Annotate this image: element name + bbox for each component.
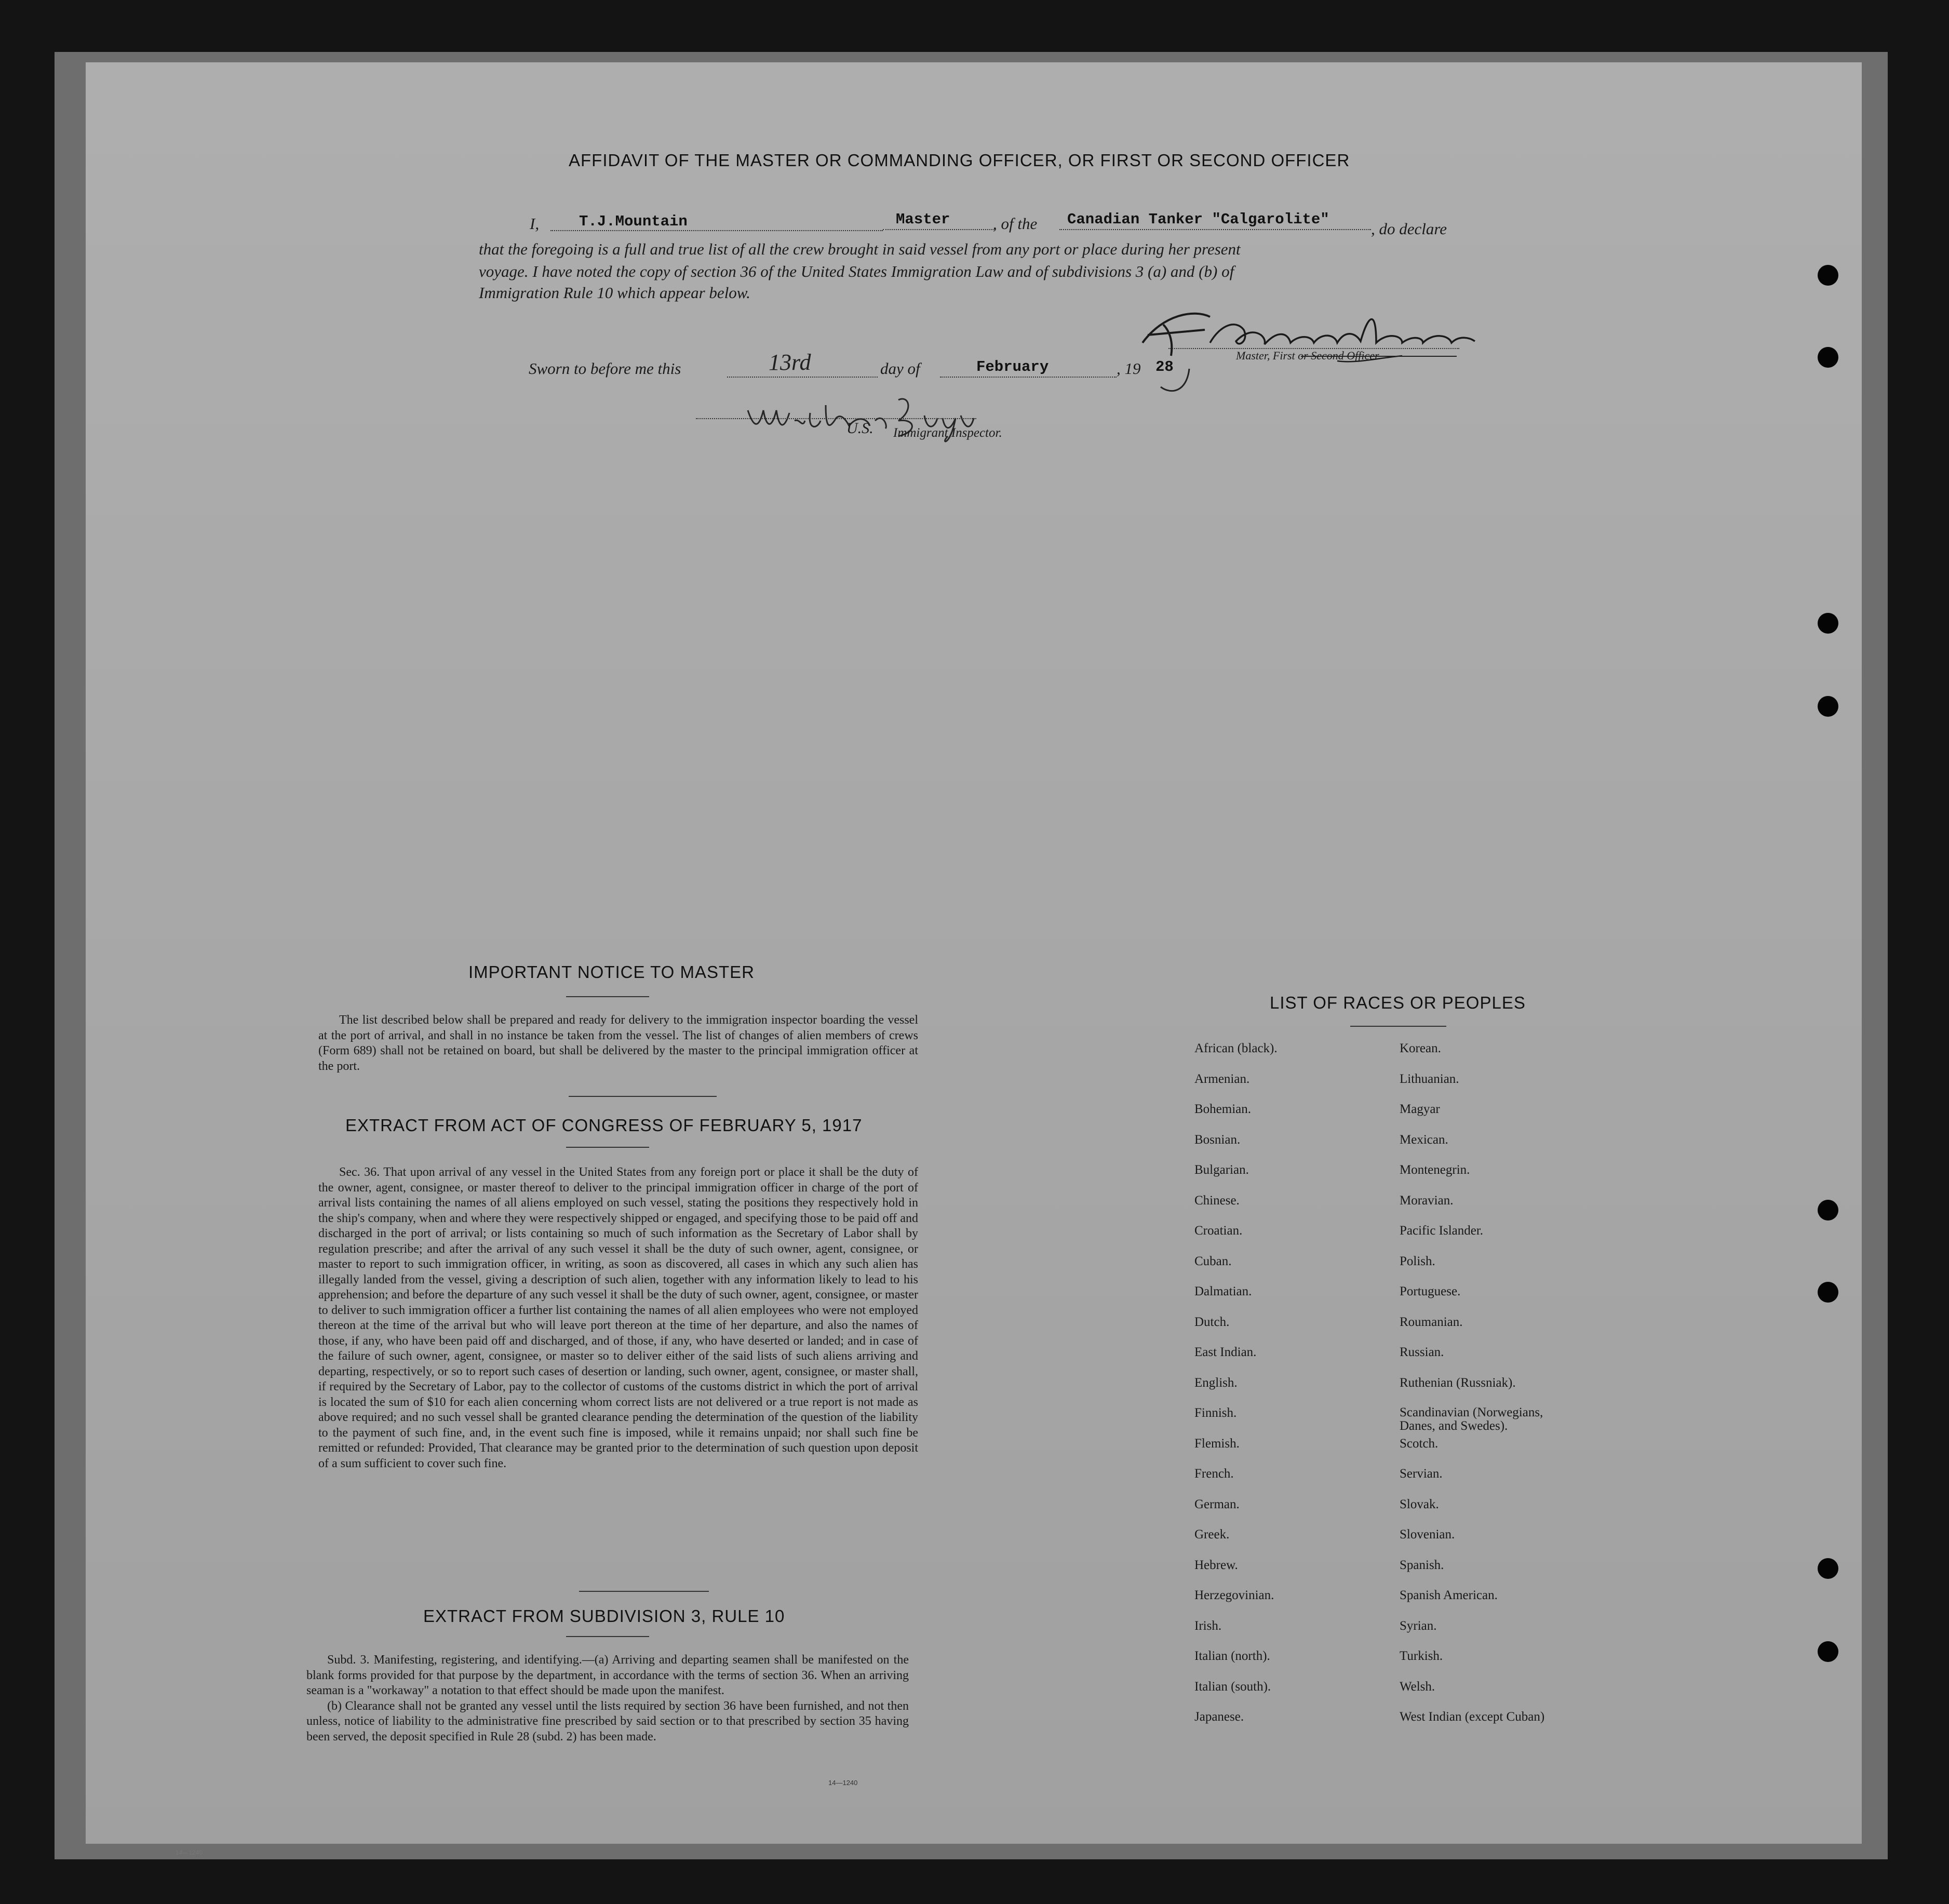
rule-paragraph-b: (b) Clearance shall not be granted any vessel until the lists required by section 36 have been furnished, and not then unless, notice of liability to the administrative fine prescribed by said section or to that prescribed by section 35 having been served, the deposit specified in Rule 28 (subd. 2) has been made.: [306, 1699, 909, 1744]
race-item: Spanish.: [1400, 1558, 1444, 1572]
punch-hole: [1818, 1641, 1838, 1662]
race-item: Lithuanian.: [1400, 1071, 1459, 1086]
race-item: Dalmatian.: [1194, 1284, 1252, 1298]
punch-hole: [1818, 696, 1838, 717]
race-item: Bulgarian.: [1194, 1163, 1249, 1177]
race-item: Dutch.: [1194, 1315, 1230, 1329]
race-item: Croatian.: [1194, 1224, 1243, 1238]
vessel-name: Canadian Tanker "Calgarolite": [1067, 211, 1329, 228]
race-item: African (black).: [1194, 1041, 1278, 1055]
master-name: T.J.Mountain: [579, 213, 688, 230]
race-item: Magyar: [1400, 1102, 1440, 1116]
races-right-column: [1400, 1041, 1571, 1740]
punch-hole: [1818, 1282, 1838, 1303]
race-item: Herzegovinian.: [1194, 1588, 1274, 1602]
races-title: LIST OF RACES OR PEOPLES: [1270, 993, 1526, 1012]
race-item: Flemish.: [1194, 1436, 1240, 1451]
race-item: Bosnian.: [1194, 1132, 1241, 1147]
rule-title: EXTRACT FROM SUBDIVISION 3, RULE 10: [423, 1606, 785, 1626]
race-item: Syrian.: [1400, 1618, 1437, 1633]
race-item: Spanish American.: [1400, 1588, 1498, 1602]
sworn-year: 28: [1155, 358, 1174, 376]
race-item: East Indian.: [1194, 1345, 1257, 1359]
act-text: [318, 1165, 918, 1471]
sworn-month: February: [976, 358, 1049, 376]
inspector-caption: Immigrant Inspector.: [893, 426, 1002, 440]
race-item: Chinese.: [1194, 1193, 1240, 1208]
punch-hole: [1818, 613, 1838, 634]
race-item: West Indian (except Cuban): [1400, 1710, 1545, 1724]
race-item: Irish.: [1194, 1618, 1222, 1633]
affidavit-line-4: Immigration Rule 10 which appear below.: [479, 284, 750, 302]
race-item: Moravian.: [1400, 1193, 1454, 1208]
race-item: Finnish.: [1194, 1406, 1237, 1420]
race-item: Greek.: [1194, 1527, 1230, 1541]
races-left-column: [1194, 1041, 1278, 1740]
notice-title: IMPORTANT NOTICE TO MASTER: [468, 962, 755, 982]
act-title: EXTRACT FROM ACT OF CONGRESS OF FEBRUARY 5, 1917: [345, 1116, 863, 1135]
race-item: Portuguese.: [1400, 1284, 1461, 1298]
year-flourish-mark: [1155, 358, 1197, 400]
race-item: Mexican.: [1400, 1132, 1448, 1147]
race-item: Turkish.: [1400, 1649, 1443, 1663]
master-rank: Master: [896, 211, 950, 228]
declare-label: , do declare: [1371, 220, 1447, 238]
race-item: Japanese.: [1194, 1710, 1244, 1724]
race-item: French.: [1194, 1467, 1234, 1481]
race-item: Slovak.: [1400, 1497, 1439, 1511]
day-of-label: day of: [880, 359, 920, 378]
punch-hole: [1818, 1558, 1838, 1579]
affidavit-line-3: voyage. I have noted the copy of section 36 of the United States Immigration Law and of subdivisions 3 (a) and (b) of: [479, 262, 1234, 280]
notice-text: [318, 1013, 918, 1074]
punch-hole: [1818, 265, 1838, 286]
race-item: Montenegrin.: [1400, 1163, 1470, 1177]
affidavit-line-2: that the foregoing is a full and true list of all the crew brought in said vessel from any port or place during her present: [479, 240, 1241, 258]
race-item: Bohemian.: [1194, 1102, 1252, 1116]
affidavit-title: AFFIDAVIT OF THE MASTER OR COMMANDING OFFICER, OR FIRST OR SECOND OFFICER: [569, 151, 1350, 170]
race-item: Scandinavian (Norwegians, Danes, and Swedes).: [1400, 1405, 1543, 1433]
race-item: Italian (south).: [1194, 1679, 1271, 1694]
race-item: Welsh.: [1400, 1679, 1435, 1694]
race-item: Hebrew.: [1194, 1558, 1238, 1572]
sworn-label: Sworn to before me this: [529, 359, 681, 378]
race-item: Armenian.: [1194, 1071, 1250, 1086]
punch-hole: [1818, 347, 1838, 368]
act-paragraph: Sec. 36. That upon arrival of any vessel in the United States from any foreign port or place it shall be the duty of the owner, agent, consignee, or master thereof to deliver to the principal immigration officer in charge of the port of arrival lists containing the names of all aliens employed on such vessel, stating the positions they respectively hold in the ship's company, when and where they were respectively shipped or engaged, and specifying those to be paid off and discharged in the port of arrival; or lists containing so much of such information as the Secretary of Labor shall by regulation prescribe; and after the arrival of any such vessel it shall be the duty of such owner, agent, consignee, or master to report to such immigration officer, in writing, as soon as discovered, all cases in which any such alien has illegally landed from the vessel, giving a description of such alien, together with any information likely to lead to his apprehension; and before the departure of any such vessel it shall be the duty of such owner, agent, consignee, or master to deliver to such immigration officer a further list containing the names of all alien employees who were not employed thereon at the time of the arrival but who will leave port thereon at the time of her departure, and also the names of those, if any, who have been paid off and discharged, and of those, if any, who have deserted or landed; and in case of the failure of such owner, agent, consignee, or master so to deliver either of the said lists of such aliens arriving and departing, respectively, or so to report such cases of desertion or landing, such owner, agent, consignee, or master shall, if required by the Secretary of Labor, pay to the collector of customs of the customs district in which the port of arrival is located the sum of $10 for each alien concerning whom correct lists are not delivered or a true report is not made as above required; and no such vessel shall be granted clearance pending the determination of the question of the liability to the payment of such fine, and, in the event such fine is imposed, while it remains unpaid; nor shall such fine be remitted or refunded: Provided, That clearance may be granted prior to the determination of such question upon deposit of a sum sufficient to cover such fine.: [318, 1165, 918, 1470]
master-caption: Master, First or Second Officer.: [1236, 349, 1381, 362]
race-item: Slovenian.: [1400, 1527, 1455, 1541]
race-item: Italian (north).: [1194, 1649, 1270, 1663]
footer-form-number: 14—1240: [176, 1849, 203, 1856]
race-item: Servian.: [1400, 1467, 1443, 1481]
race-item: Scotch.: [1400, 1436, 1439, 1451]
race-item: Cuban.: [1194, 1254, 1232, 1268]
document-page: [86, 62, 1862, 1844]
rule-form-number: 14—1240: [828, 1779, 858, 1787]
race-item: German.: [1194, 1497, 1240, 1511]
rule-text: [306, 1653, 909, 1745]
race-item: English.: [1194, 1375, 1238, 1390]
race-item: Roumanian.: [1400, 1315, 1463, 1329]
affidavit-i-label: I,: [530, 214, 540, 233]
race-item: Korean.: [1400, 1041, 1441, 1055]
year-prefix: , 19: [1117, 359, 1141, 378]
sworn-day: 13rd: [769, 350, 811, 375]
punch-hole: [1818, 1200, 1838, 1221]
of-the-label: , of the: [993, 214, 1038, 233]
rule-paragraph-a: Subd. 3. Manifesting, registering, and identifying.—(a) Arriving and departing seamen shall be manifested on the blank forms provided for that purpose by the department, in accordance with the terms of section 36. When an arriving seaman is a "workaway" a notation to that effect should be made upon the manifest.: [306, 1653, 909, 1697]
race-item: Ruthenian (Russniak).: [1400, 1375, 1516, 1390]
race-item: Pacific Islander.: [1400, 1224, 1484, 1238]
notice-paragraph: The list described below shall be prepared and ready for delivery to the immigration inspector boarding the vessel at the port of arrival, and shall in no instance be taken from the vessel. The list of changes of alien members of crews (Form 689) shall not be retained on board, but shall be delivered by the master to the principal immigration officer at the port.: [318, 1013, 918, 1073]
race-item: Russian.: [1400, 1345, 1444, 1359]
inspector-prefix: U.S.: [846, 420, 873, 437]
race-item: Polish.: [1400, 1254, 1435, 1268]
